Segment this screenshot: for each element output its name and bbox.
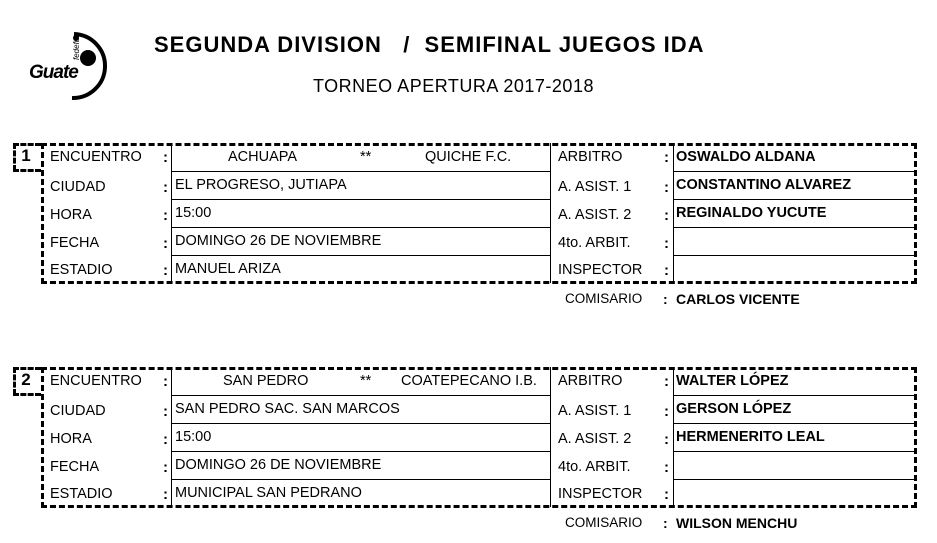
asist2-value: HERMENERITO LEAL (676, 429, 825, 445)
colon: : (664, 179, 669, 196)
comisario-value: CARLOS VICENTE (676, 291, 800, 307)
fecha-value: DOMINGO 26 DE NOVIEMBRE (175, 457, 382, 473)
inspector-label: INSPECTOR (558, 262, 643, 278)
asist1-label: A. ASIST. 1 (558, 403, 632, 419)
page-title: SEGUNDA DIVISION / SEMIFINAL JUEGOS IDA (154, 32, 705, 57)
colon: : (663, 515, 668, 531)
cuarto-label: 4to. ARBIT. (558, 459, 631, 475)
colon: : (163, 149, 168, 166)
colon: : (163, 235, 168, 252)
away-team: QUICHE F.C. (425, 149, 512, 165)
estadio-value: MUNICIPAL SAN PEDRANO (175, 485, 362, 501)
ciudad-label: CIUDAD (50, 403, 106, 419)
hora-value: 15:00 (175, 205, 212, 221)
page-subtitle: TORNEO APERTURA 2017-2018 (313, 76, 594, 96)
colon: : (163, 179, 168, 196)
arbitro-label: ARBITRO (558, 373, 623, 389)
arbitro-label: ARBITRO (558, 149, 623, 165)
comisario-label: COMISARIO (565, 515, 643, 530)
colon: : (664, 373, 669, 390)
asist2-value: REGINALDO YUCUTE (676, 205, 827, 221)
match-number: 2 (21, 370, 31, 389)
colon: : (664, 431, 669, 448)
colon: : (664, 262, 669, 279)
colon: : (163, 373, 168, 390)
inspector-label: INSPECTOR (558, 486, 643, 502)
colon: : (163, 262, 168, 279)
away-team: COATEPECANO I.B. (401, 373, 537, 389)
asist1-value: CONSTANTINO ALVAREZ (676, 177, 852, 193)
home-team: ACHUAPA (228, 149, 298, 165)
vs-marker: ** (360, 149, 372, 165)
colon: : (664, 207, 669, 224)
hora-label: HORA (50, 431, 92, 447)
colon: : (163, 403, 168, 420)
colon: : (664, 459, 669, 476)
fecha-label: FECHA (50, 459, 100, 475)
comisario-value: WILSON MENCHU (676, 515, 798, 531)
match-block-2 (13, 361, 917, 509)
cuarto-label: 4to. ARBIT. (558, 235, 631, 251)
estadio-value: MANUEL ARIZA (175, 261, 281, 277)
colon: : (664, 235, 669, 252)
colon: : (664, 486, 669, 503)
colon: : (664, 149, 669, 166)
ciudad-value: EL PROGRESO, JUTIAPA (175, 177, 347, 193)
match-number: 1 (21, 146, 31, 165)
colon: : (163, 431, 168, 448)
comisario-label: COMISARIO (565, 291, 643, 306)
arbitro-value: WALTER LÓPEZ (676, 373, 789, 389)
asist1-label: A. ASIST. 1 (558, 179, 632, 195)
asist2-label: A. ASIST. 2 (558, 207, 632, 223)
arbitro-value: OSWALDO ALDANA (676, 149, 816, 165)
colon: : (163, 486, 168, 503)
logo-word: Guate (29, 62, 78, 83)
hora-label: HORA (50, 207, 92, 223)
estadio-label: ESTADIO (50, 486, 113, 502)
logo-small-text: fedefut (72, 35, 81, 60)
colon: : (163, 207, 168, 224)
fecha-label: FECHA (50, 235, 100, 251)
asist1-value: GERSON LÓPEZ (676, 401, 792, 417)
ciudad-label: CIUDAD (50, 179, 106, 195)
colon: : (664, 403, 669, 420)
hora-value: 15:00 (175, 429, 212, 445)
match-block-1 (13, 137, 917, 285)
colon: : (163, 459, 168, 476)
estadio-label: ESTADIO (50, 262, 113, 278)
ciudad-value: SAN PEDRO SAC. SAN MARCOS (175, 401, 400, 417)
vs-marker: ** (360, 373, 372, 389)
encuentro-label: ENCUENTRO (50, 373, 142, 389)
encuentro-label: ENCUENTRO (50, 149, 142, 165)
colon: : (663, 291, 668, 307)
fecha-value: DOMINGO 26 DE NOVIEMBRE (175, 233, 382, 249)
fedefut-logo (26, 30, 120, 102)
asist2-label: A. ASIST. 2 (558, 431, 632, 447)
home-team: SAN PEDRO (223, 373, 309, 389)
